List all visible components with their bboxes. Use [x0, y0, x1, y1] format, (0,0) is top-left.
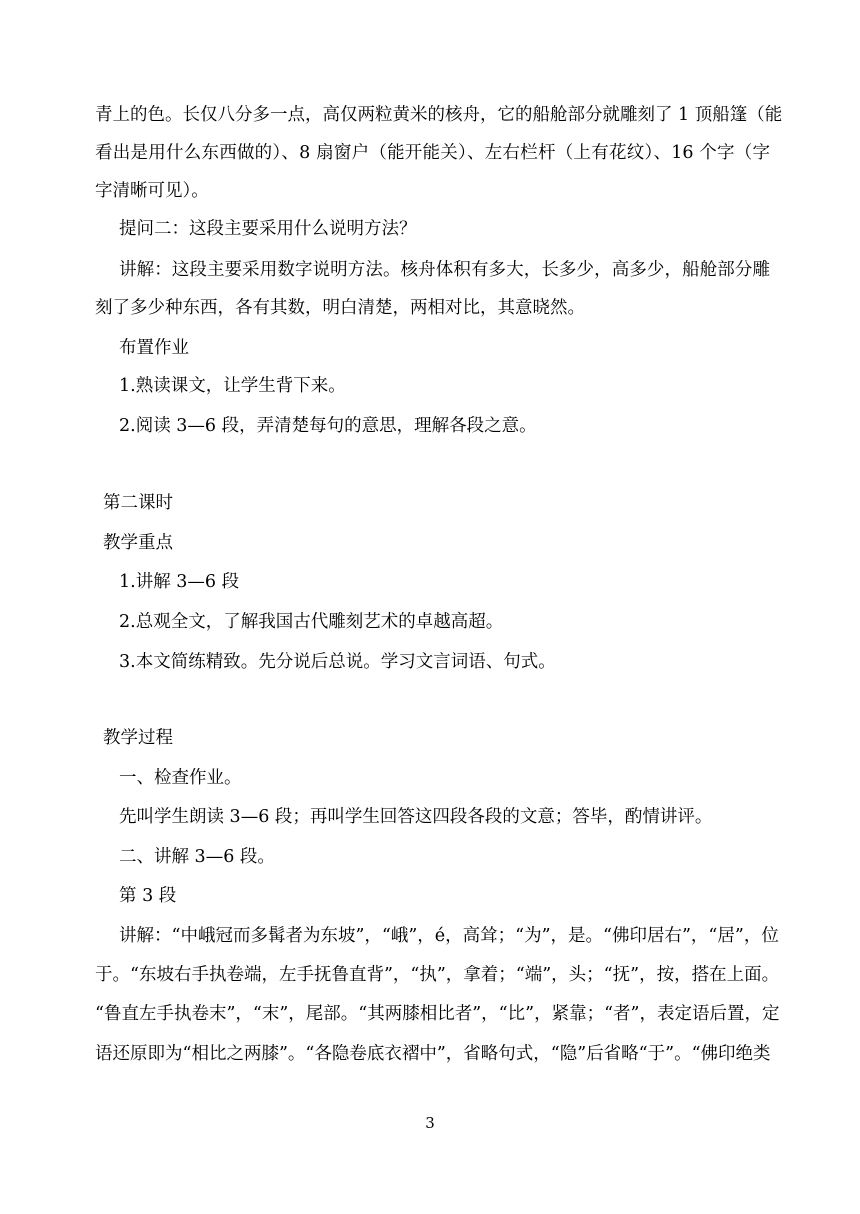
homework-item-2: 2.阅读 3—6 段，弄清楚每句的意思，理解各段之意。: [119, 416, 537, 436]
key-point-2: 2.总观全文，了解我国古代雕刻艺术的卓越高超。: [119, 612, 504, 632]
step-one-detail: 先叫学生朗读 3—6 段；再叫学生回答这四段各段的文意；答毕，酌情讲评。: [119, 807, 713, 827]
page-number: 3: [425, 1114, 435, 1132]
explanation-line-2: 于。“东坡右手执卷端，左手抚鲁直背”，“执”，拿着；“端”，头；“抚”，按，搭在上面。: [95, 965, 780, 985]
explanation-line-4: 语还原即为“相比之两膝”。“各隐卷底衣褶中”，省略句式，“隐”后省略“于”。“佛印绝类: [95, 1044, 771, 1064]
homework-item-1: 1.熟读课文，让学生背下来。: [119, 376, 346, 396]
text-line-1: 青上的色。长仅八分多一点，高仅两粒黄米的核舟，它的船舱部分就雕刻了 1 顶船篷（能: [95, 105, 783, 125]
step-one: 一、检查作业。: [119, 768, 242, 788]
text-line-3: 字清晰可见）。: [95, 181, 209, 201]
key-points-heading: 教学重点: [103, 533, 173, 553]
teaching-process-heading: 教学过程: [103, 728, 173, 748]
second-lesson-heading: 第二课时: [103, 493, 173, 513]
text-line-5: 讲解：这段主要采用数字说明方法。核舟体积有多大，长多少，高多少，船舱部分雕: [119, 260, 770, 280]
text-line-2: 看出是用什么东西做的）、8 扇窗户（能开能关）、左右栏杆（上有花纹）、16 个字（字: [95, 143, 770, 163]
step-two: 二、讲解 3—6 段。: [119, 847, 275, 867]
explanation-line-3: “鲁直左手执卷末”，“末”，尾部。“其两膝相比者”，“比”，紧靠；“者”，表定语后置，定: [95, 1004, 780, 1024]
key-point-1: 1.讲解 3—6 段: [119, 572, 240, 592]
text-line-6: 刻了多少种东西，各有其数，明白清楚，两相对比，其意晓然。: [95, 298, 585, 318]
question-two: 提问二：这段主要采用什么说明方法？: [119, 219, 417, 239]
explanation-line-1: 讲解：“中峨冠而多髯者为东坡”，“峨”，é，高耸；“为”，是。“佛印居右”，“居”，位: [119, 926, 779, 946]
key-point-3: 3.本文简练精致。先分说后总说。学习文言词语、句式。: [119, 652, 556, 672]
paragraph-3-heading: 第 3 段: [119, 886, 177, 906]
homework-heading: 布置作业: [119, 338, 189, 358]
